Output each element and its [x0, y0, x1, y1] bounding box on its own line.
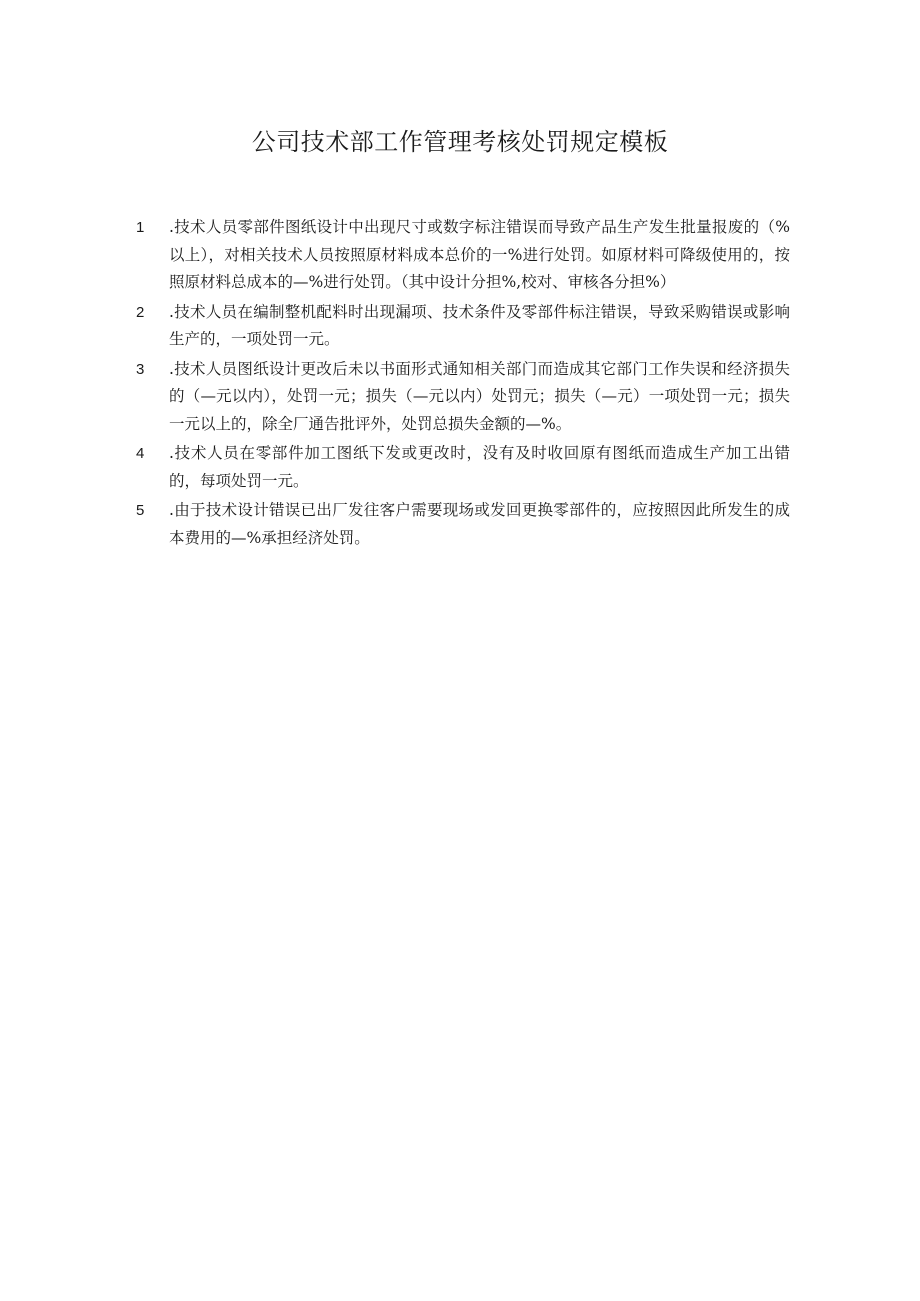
clause-item [136, 497, 790, 552]
clause-text: .由于技术设计错误已出厂发往客户需要现场或发回更换零部件的，应按照因此所发生的成本费用的—%承担经济处罚。 [169, 501, 790, 547]
clause-number: 5 [136, 502, 145, 519]
clause-number: 1 [136, 219, 145, 236]
clause-text: .技术人员零部件图纸设计中出现尺寸或数字标注错误而导致产品生产发生批量报废的（%以上），对相关技术人员按照原材料成本总价的一%进行处罚。如原材料可降级使用的，按照原材料总成本的—%进行处罚。（其中设计分担%,校对、审核各分担%） [169, 218, 790, 291]
clause-number: 4 [136, 445, 145, 462]
clause-number: 2 [136, 303, 145, 321]
clause-item [136, 356, 790, 439]
clause-item [136, 440, 790, 495]
clause-text: .技术人员图纸设计更改后未以书面形式通知相关部门而造成其它部门工作失误和经济损失的（—元以内），处罚一元；损失（—元以内）处罚元；损失（—元）一项处罚一元；损失一元以上的，除全厂通告批评外，处罚总损失金额的—%。 [169, 359, 790, 433]
clause-item [136, 214, 790, 297]
clause-item [136, 299, 790, 354]
clause-text: .技术人员在编制整机配料时出现漏项、技术条件及零部件标注错误，导致采购错误或影响生产的，一项处罚一元。 [169, 302, 790, 348]
clause-text: .技术人员在零部件加工图纸下发或更改时，没有及时收回原有图纸而造成生产加工出错的，每项处罚一元。 [169, 444, 790, 490]
clause-list [136, 214, 790, 554]
clause-number: 3 [136, 360, 145, 378]
document-title: 公司技术部工作管理考核处罚规定模板 [251, 128, 669, 156]
